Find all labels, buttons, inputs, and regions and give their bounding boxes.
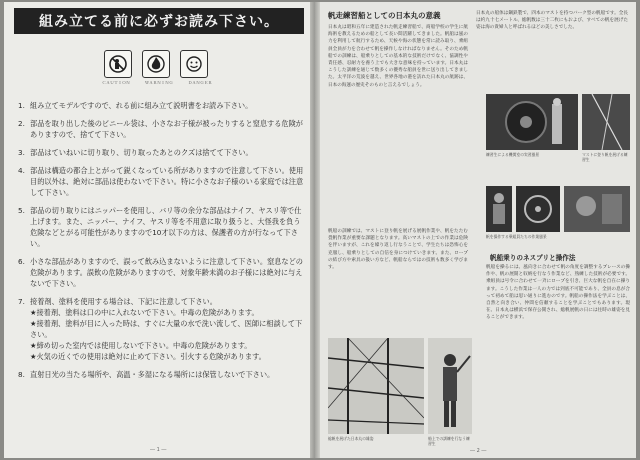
page-number: ― 2 ― xyxy=(470,448,487,454)
icon-captions xyxy=(102,80,212,86)
instruction-item xyxy=(18,147,304,158)
item-text-group xyxy=(30,296,304,362)
photo-caption: 帆を操作する乗組員たちの作業風景 xyxy=(486,234,547,239)
sub-item: ★接着剤、塗料が目に入った時は、すぐに大量の水で洗い流して、医師に相談して下さい。 xyxy=(30,319,303,339)
article-page xyxy=(320,2,636,458)
photo-caption: マストに登り帆を展げる練習生 xyxy=(582,152,628,162)
instruction-item xyxy=(18,369,304,380)
rigging-photo xyxy=(328,338,424,434)
instruction-list xyxy=(18,100,304,387)
item-text: 小さな部品がありますので、誤って飲み込まないように注意して下さい。窒息などの危険があります。誤飲の危険がありますので、対象年齢未満のお子様には絶対に与えないで下さい。 xyxy=(30,257,303,288)
item-number: 4. xyxy=(18,166,25,175)
article-text: 帆船の訓練では、マストに登り帆を展げる展帆作業や、帆をたたむ畳帆作業が重要な課題となります。高いマストの上での作業は危険を伴いますが、これを繰り返し行なうことで、学生たちは恐怖心を克服し、船乗りとしての自信を身につけていきます。また、ロープの結び方や索具の扱い方など、帆船ならではの技術も数多く学びます。 xyxy=(328,229,468,271)
warning-icons xyxy=(104,50,208,78)
no-small-children-icon xyxy=(104,50,132,78)
instructions-page xyxy=(4,2,312,458)
page-number: ― 1 ― xyxy=(150,447,167,453)
instruction-item xyxy=(18,100,304,111)
ventilation-face-icon xyxy=(180,50,208,78)
icon-caption: ＣＡＵＴＩＯＮ xyxy=(102,80,130,85)
sail-work-photo xyxy=(564,186,630,232)
item-number: 8. xyxy=(18,370,25,379)
no-fire-icon xyxy=(142,50,170,78)
instruction-item xyxy=(18,205,304,249)
item-number: 2. xyxy=(18,119,25,128)
page-title: 組み立てる前に必ずお読み下さい。 xyxy=(14,8,304,34)
photo-caption: 船上での訓練を行なう練習生 xyxy=(428,436,470,446)
item-text: 部品は構造の都合上とがって鋭くなっている所がありますので注意して下さい。使用目的以外は、絶対に部品は使わないで下さい。特に小さなお子様のいる家庭では注意して下さい。 xyxy=(30,166,304,197)
sub-item: ★火気の近くでの使用は絶対に止めて下さい。引火する危険があります。 xyxy=(30,352,266,361)
engine-room-photo xyxy=(486,94,578,150)
photo-caption: 練習生による機関室の実習風景 xyxy=(486,152,540,157)
instruction-item xyxy=(18,118,304,140)
wheel-photo xyxy=(516,186,560,232)
sub-item: ★締め切った室内では使用しないで下さい。中毒の危険があります。 xyxy=(30,341,252,350)
instruction-item xyxy=(18,256,304,289)
icon-caption: ＷＡＲＮＩＮＧ xyxy=(145,80,173,85)
item-number: 6. xyxy=(18,257,25,266)
article-title: 帆走練習船としての日本丸の意義 xyxy=(328,11,441,20)
instruction-item xyxy=(18,165,304,198)
item-text: 直射日光の当たる場所や、高温・多湿になる場所には保管しないで下さい。 xyxy=(30,370,275,379)
item-number: 1. xyxy=(18,101,25,110)
article-text: 帆船を操るには、風向きに合わせて帆の角度を調整するブレースの操作や、帆の展開と収納を行なう作業など、熟練した技術が必要です。乗組員は号令に合わせて一斉にロープを引き、巨大な帆を自在に操ります。こうした作業は一人の力では到底不可能であり、全員の息が合って初めて船は思い通りに進むのです。帆船の操作法を学ぶことは、自然と向き合い、仲間を信頼することを学ぶことでもあります。現在、日本丸は横浜で保存公開され、総帆展帆の日には往時の雄姿を見ることができます。 xyxy=(486,265,630,321)
sub-item: ★接着剤、塗料は口の中に入れないで下さい。中毒の危険があります。 xyxy=(30,308,259,317)
item-text: 接着剤、塗料を使用する場合は、下記に注意して下さい。 xyxy=(30,297,217,306)
item-number: 3. xyxy=(18,148,25,157)
item-text: 部品はていねいに切り取り、切り取ったあとのクズは捨てて下さい。 xyxy=(30,148,253,157)
icon-caption: ＤＡＮＧＥＲ xyxy=(188,80,212,85)
instruction-item xyxy=(18,296,304,362)
sailor-photo xyxy=(428,338,472,434)
photo-caption: 総帆を展げた日本丸の雄姿 xyxy=(328,436,374,441)
item-number: 5. xyxy=(18,206,25,215)
item-text: 部品の切り取りにはニッパーを使用し、バリ等の余分な部品はナイフ、ヤスリ等で仕上げます。また、ニッパー、ナイフ、ヤスリ等を不用意に取り扱うと、大怪我を負う危険などとがる可能性がありますので10才以下の方は、保護者の方が行なって下さい。 xyxy=(30,206,302,248)
open-booklet xyxy=(4,2,636,458)
article-text: 日本丸は昭和五年に建造された帆走練習船で、商船学校の学生に航海術を教えるための船として長い間活躍してきました。帆船は風の力を利用して航行するため、天候や海の状態を常に読み取り、乗組員全員が力を合わせて帆を操作しなければなりません。そのため帆船での訓練は、船乗りとしての基本的な技術だけでなく、協調性や責任感、忍耐力を養う上でも大きな意味を持っています。日本丸はこうした訓練を通じて数多くの優秀な船員を世に送り出してきました。太平洋の荒波を越え、世界各地の港を訪れた日本丸の航跡は、日本の海運の歴史そのものと言えるでしょう。 xyxy=(328,25,468,88)
crew-photo xyxy=(486,186,512,232)
item-text: 部品を取り出した後のビニール袋は、小さなお子様が被ったりすると窒息する危険がありますので、捨てて下さい。 xyxy=(30,119,303,139)
booklet-spine xyxy=(310,2,320,458)
mast-photo xyxy=(582,94,630,150)
item-number: 7. xyxy=(18,297,25,306)
item-text: 組み立てモデルですので、れる前に組み立て説明書をお読み下さい。 xyxy=(30,101,253,110)
section-title: 帆船乗りのネスプリと操作法 xyxy=(490,254,576,262)
article-text: 日本丸の船体は鋼鉄製で、四本のマストを持つバーク型の帆船です。全長は約九十七メートル、総帆数は三十二枚にもおよび、すべての帆を展げた姿は海の貴婦人と呼ばれるほどの美しさでした。 xyxy=(476,11,628,31)
